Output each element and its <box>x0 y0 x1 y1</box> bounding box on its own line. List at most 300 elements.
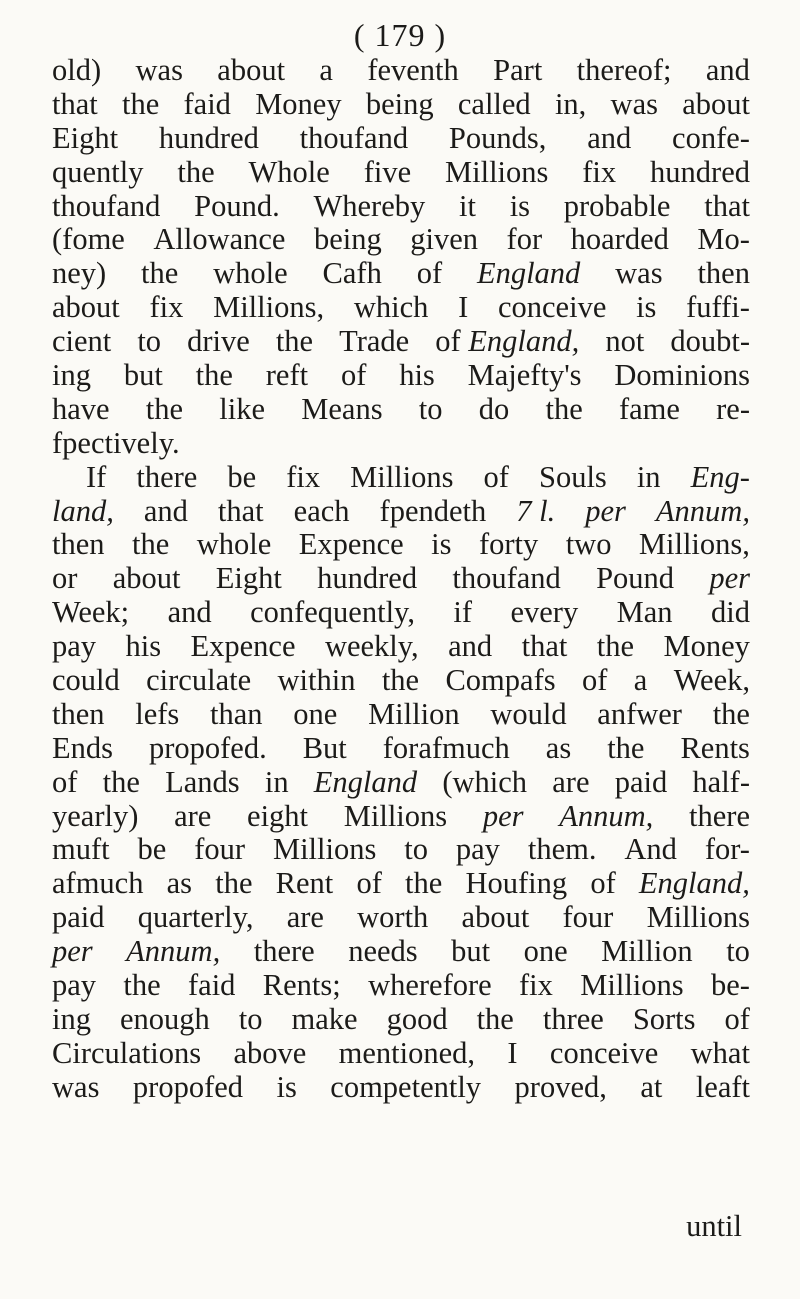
word <box>276 867 334 901</box>
word <box>696 1071 750 1105</box>
word <box>263 969 341 1003</box>
text-line <box>52 223 750 257</box>
word-text: propofed <box>132 1069 244 1104</box>
word-text: forafmuch <box>382 730 510 765</box>
word-text: it <box>459 188 476 223</box>
word <box>445 156 548 190</box>
word-text: But <box>302 730 347 765</box>
word <box>691 1037 750 1071</box>
word <box>52 291 120 325</box>
italic-word: England, <box>638 866 750 901</box>
word-text: four <box>562 900 614 935</box>
word <box>52 122 118 156</box>
word <box>442 766 527 800</box>
text-line <box>52 257 750 291</box>
catchword: until <box>686 1209 742 1243</box>
word-text: Allowance <box>153 222 286 257</box>
word-text: Millions, <box>213 290 325 325</box>
word <box>52 901 105 935</box>
word-text: pay <box>52 968 97 1003</box>
word <box>510 190 530 224</box>
word <box>184 88 231 122</box>
word <box>445 664 555 698</box>
word-text: being <box>365 86 434 121</box>
word-text: propofed. <box>148 730 267 765</box>
word-text: Rent <box>275 866 334 901</box>
word-text: pay <box>52 629 97 664</box>
word-text: worth <box>357 900 429 935</box>
text-line <box>52 766 750 800</box>
word-text: are <box>286 900 324 935</box>
word-text: be <box>227 459 257 494</box>
word <box>431 528 451 562</box>
word <box>417 257 442 291</box>
word <box>477 257 580 291</box>
word <box>52 562 77 596</box>
word <box>607 732 644 766</box>
word <box>387 1003 448 1037</box>
word-text: about <box>682 86 750 121</box>
word-text: to <box>418 391 443 426</box>
word <box>590 867 615 901</box>
word <box>404 833 428 867</box>
word-text: enough <box>119 1001 210 1036</box>
word <box>564 190 671 224</box>
word <box>210 698 263 732</box>
word-text: Money <box>663 629 750 664</box>
word <box>52 190 160 224</box>
word-text: cient <box>52 324 112 359</box>
word <box>670 325 750 359</box>
word-text: faid <box>188 968 236 1003</box>
word-text: confequently, <box>250 595 415 630</box>
word <box>448 630 492 664</box>
word <box>539 461 607 495</box>
word-text: which <box>353 290 429 325</box>
text-line <box>52 291 750 325</box>
word <box>458 291 468 325</box>
word-text: did <box>711 595 750 630</box>
text-line <box>52 1037 750 1071</box>
word <box>614 359 750 393</box>
word-text: the <box>405 866 443 901</box>
word-text: about <box>461 900 530 935</box>
word-text: the <box>712 696 750 731</box>
text-line <box>52 562 750 596</box>
italic-word: Annum, <box>559 798 654 833</box>
word-text: being <box>313 222 382 257</box>
word <box>52 596 129 630</box>
word <box>697 223 750 257</box>
word-text: them. <box>527 832 597 867</box>
word-text: Mo- <box>697 222 750 257</box>
word <box>122 88 159 122</box>
word <box>615 257 662 291</box>
text-line <box>52 359 750 393</box>
word-text: that <box>52 86 98 121</box>
word <box>615 766 668 800</box>
word-text: then <box>52 696 105 731</box>
text-line <box>52 1003 750 1037</box>
word-text: there <box>136 459 198 494</box>
word <box>465 867 567 901</box>
word-text: the <box>607 730 645 765</box>
italic-word: Eng- <box>690 459 750 494</box>
word <box>507 223 543 257</box>
word <box>52 698 105 732</box>
text-line <box>52 393 750 427</box>
text-line <box>52 325 750 359</box>
word <box>300 122 408 156</box>
word <box>52 833 110 867</box>
word <box>301 393 382 427</box>
word <box>52 156 144 190</box>
word-text: Ends <box>52 730 113 765</box>
text-line <box>52 969 750 1003</box>
word <box>545 393 582 427</box>
word-text: was <box>135 53 183 87</box>
italic-word: England <box>476 256 581 291</box>
word-text: ing <box>52 1001 91 1036</box>
word <box>452 562 560 596</box>
word <box>664 630 750 664</box>
word <box>165 766 240 800</box>
word-text: Dominions <box>614 358 750 393</box>
word <box>366 88 434 122</box>
word <box>522 630 568 664</box>
word <box>515 1071 607 1105</box>
word-text: afmuch <box>52 866 144 901</box>
word-text: Millions <box>445 154 549 189</box>
word-text: are <box>552 764 590 799</box>
word-text: If <box>86 459 107 494</box>
word <box>725 1003 750 1037</box>
word-text: Expence <box>190 629 296 664</box>
word-text: I <box>507 1035 518 1070</box>
word <box>563 901 614 935</box>
word-text: (which <box>442 764 528 799</box>
word <box>217 54 285 88</box>
word-text: as <box>545 730 572 765</box>
word-text: needs <box>348 934 418 969</box>
word-text: Millions <box>272 832 377 867</box>
text-line <box>52 630 750 664</box>
word-text: his <box>399 358 435 393</box>
word-text: faid <box>183 86 231 121</box>
word <box>479 528 538 562</box>
word <box>146 664 251 698</box>
word <box>317 562 417 596</box>
word-text: Cafh <box>322 256 382 291</box>
word-text: his <box>125 629 162 664</box>
word-text: hundred <box>158 120 259 155</box>
word <box>265 766 289 800</box>
word-text: called <box>457 86 531 121</box>
word-text: paid <box>614 764 668 799</box>
word <box>103 766 140 800</box>
word <box>640 1071 662 1105</box>
word <box>582 156 616 190</box>
word-text: wherefore <box>368 968 492 1003</box>
word-text: be- <box>710 968 750 1003</box>
word <box>174 800 211 834</box>
word-text: paid <box>52 900 105 935</box>
word <box>233 1037 306 1071</box>
word <box>354 291 429 325</box>
word <box>146 393 183 427</box>
word-text: Millions <box>580 968 684 1003</box>
word <box>656 495 750 529</box>
word <box>136 461 197 495</box>
word-text: that <box>704 188 750 223</box>
word <box>126 935 220 969</box>
word <box>138 901 254 935</box>
word-text: the <box>545 391 583 426</box>
word <box>52 359 91 393</box>
word-text: thereof; <box>576 53 672 87</box>
word-text: is <box>276 1069 297 1104</box>
word-text: anfwer <box>597 696 682 731</box>
word <box>323 257 382 291</box>
text-line <box>52 88 750 122</box>
word-text: half- <box>692 764 750 799</box>
word <box>194 833 245 867</box>
word-text: is <box>431 527 452 562</box>
word-text: one <box>523 934 568 969</box>
word-text: the <box>145 391 184 426</box>
word-text: and <box>705 53 750 87</box>
word <box>52 257 106 291</box>
text-line <box>52 528 750 562</box>
word-text: a <box>319 53 333 87</box>
word <box>339 1037 475 1071</box>
word <box>314 223 382 257</box>
word-text: conceive <box>497 290 607 325</box>
word-text: hoarded <box>570 222 669 257</box>
word-text: to <box>726 934 750 969</box>
word <box>647 901 750 935</box>
word <box>382 664 419 698</box>
word <box>52 528 105 562</box>
word <box>368 698 460 732</box>
word <box>674 664 750 698</box>
word-text: at <box>640 1069 663 1104</box>
text-line <box>52 495 750 529</box>
word <box>546 732 571 766</box>
word <box>462 901 530 935</box>
word <box>52 88 98 122</box>
word <box>249 156 330 190</box>
word-text: Compafs <box>445 663 556 698</box>
word-text: circulate <box>146 663 252 698</box>
text-line <box>52 1071 750 1105</box>
word-text: than <box>210 696 263 731</box>
word <box>716 393 750 427</box>
italic-word: per <box>585 493 626 528</box>
word <box>125 630 161 664</box>
word-text: Millions <box>350 459 454 494</box>
word <box>273 833 376 867</box>
word <box>484 461 509 495</box>
word-text: whole <box>213 256 288 291</box>
word <box>368 969 492 1003</box>
word <box>726 935 750 969</box>
word <box>159 122 259 156</box>
word-text: of <box>340 358 367 393</box>
word-text: re- <box>716 391 750 426</box>
word-text: Eight <box>215 561 282 596</box>
word-text: or <box>52 561 78 596</box>
word-text: quarterly, <box>137 900 254 935</box>
word-text: of <box>416 256 443 291</box>
word <box>585 495 626 529</box>
word-text: and <box>167 595 212 630</box>
word <box>624 833 677 867</box>
word-text: about <box>217 53 286 87</box>
word <box>350 461 453 495</box>
word <box>292 1003 358 1037</box>
word-text: fix <box>519 968 553 1003</box>
word <box>399 359 435 393</box>
word-text: Eight <box>52 120 119 155</box>
word <box>356 867 381 901</box>
word-text: the <box>215 866 253 901</box>
word-text: fix <box>149 290 184 325</box>
word <box>149 732 267 766</box>
word-text: three <box>542 1001 604 1036</box>
word <box>136 54 183 88</box>
word <box>247 800 308 834</box>
word-text: was <box>615 256 663 291</box>
word-text: be <box>137 832 167 867</box>
word <box>449 122 546 156</box>
word <box>711 969 750 1003</box>
word <box>619 393 680 427</box>
word-text: for- <box>704 832 750 867</box>
word <box>52 1003 91 1037</box>
text-line <box>52 190 750 224</box>
word <box>507 1037 517 1071</box>
word <box>219 393 265 427</box>
italic-word: per <box>52 934 93 969</box>
word <box>510 596 578 630</box>
word <box>580 969 683 1003</box>
word <box>196 359 233 393</box>
word-text: each <box>293 493 350 528</box>
word <box>498 291 606 325</box>
word <box>709 562 750 596</box>
word-text: within <box>277 663 356 698</box>
word <box>86 461 106 495</box>
word <box>566 528 612 562</box>
word <box>188 969 235 1003</box>
word-text: above <box>233 1035 307 1070</box>
word <box>672 122 750 156</box>
word <box>227 461 256 495</box>
word-text: of <box>52 764 78 799</box>
word <box>52 495 114 529</box>
word <box>639 528 750 562</box>
word <box>650 156 750 190</box>
word-text: for <box>506 222 543 257</box>
word-text: could <box>52 663 120 698</box>
word-text: then <box>697 256 750 291</box>
word-text: of <box>483 459 509 494</box>
word <box>528 833 597 867</box>
word-text: fuffi- <box>686 290 750 325</box>
word-text: pay <box>455 832 500 867</box>
word-text: there <box>253 934 315 969</box>
word <box>516 495 555 529</box>
word-text: in <box>264 764 289 799</box>
word <box>213 291 324 325</box>
word-text: eight <box>247 798 309 833</box>
word <box>493 54 542 88</box>
word-text: ing <box>52 358 91 393</box>
word <box>405 867 442 901</box>
word <box>597 630 634 664</box>
word-text: probable <box>563 188 671 223</box>
word-text: in <box>636 459 661 494</box>
word <box>52 393 110 427</box>
word <box>132 528 169 562</box>
word-text: two <box>565 527 612 562</box>
word-text: hundred <box>317 561 418 596</box>
text-line <box>52 867 750 901</box>
word-text: Means <box>301 391 383 426</box>
word-text: ney) <box>52 256 107 291</box>
word-text: Man <box>616 595 673 630</box>
word <box>52 935 93 969</box>
word <box>52 54 101 88</box>
word <box>314 766 417 800</box>
word-text: fpectively. <box>52 425 180 460</box>
word-text: not <box>605 324 645 359</box>
word <box>458 88 531 122</box>
word <box>250 596 415 630</box>
word-text: Houfing <box>465 866 568 901</box>
word <box>571 223 669 257</box>
word-text: the <box>122 86 160 121</box>
word-text: the <box>195 358 233 393</box>
word-text: the <box>381 663 420 698</box>
italic-word: Annum, <box>655 493 750 528</box>
word <box>456 833 500 867</box>
word-text: competently <box>330 1069 482 1104</box>
word-text: good <box>386 1001 448 1036</box>
word <box>218 495 264 529</box>
word-text: as <box>166 866 193 901</box>
italic-word: 7 l. <box>516 493 556 528</box>
word-text: conceive <box>549 1035 659 1070</box>
text-line <box>52 596 750 630</box>
word <box>410 223 478 257</box>
word-text: reft <box>265 358 309 393</box>
word-text: Millions, <box>638 527 750 562</box>
word <box>255 88 341 122</box>
word <box>601 935 693 969</box>
word <box>303 732 347 766</box>
word <box>364 156 411 190</box>
word-text: the <box>141 256 179 291</box>
word-text: of <box>435 324 461 359</box>
word <box>524 935 568 969</box>
page-number: ( 179 ) <box>353 17 447 53</box>
word-text: thoufand <box>452 561 561 596</box>
word <box>477 1003 514 1037</box>
word-text: the <box>177 154 215 189</box>
word <box>704 190 750 224</box>
